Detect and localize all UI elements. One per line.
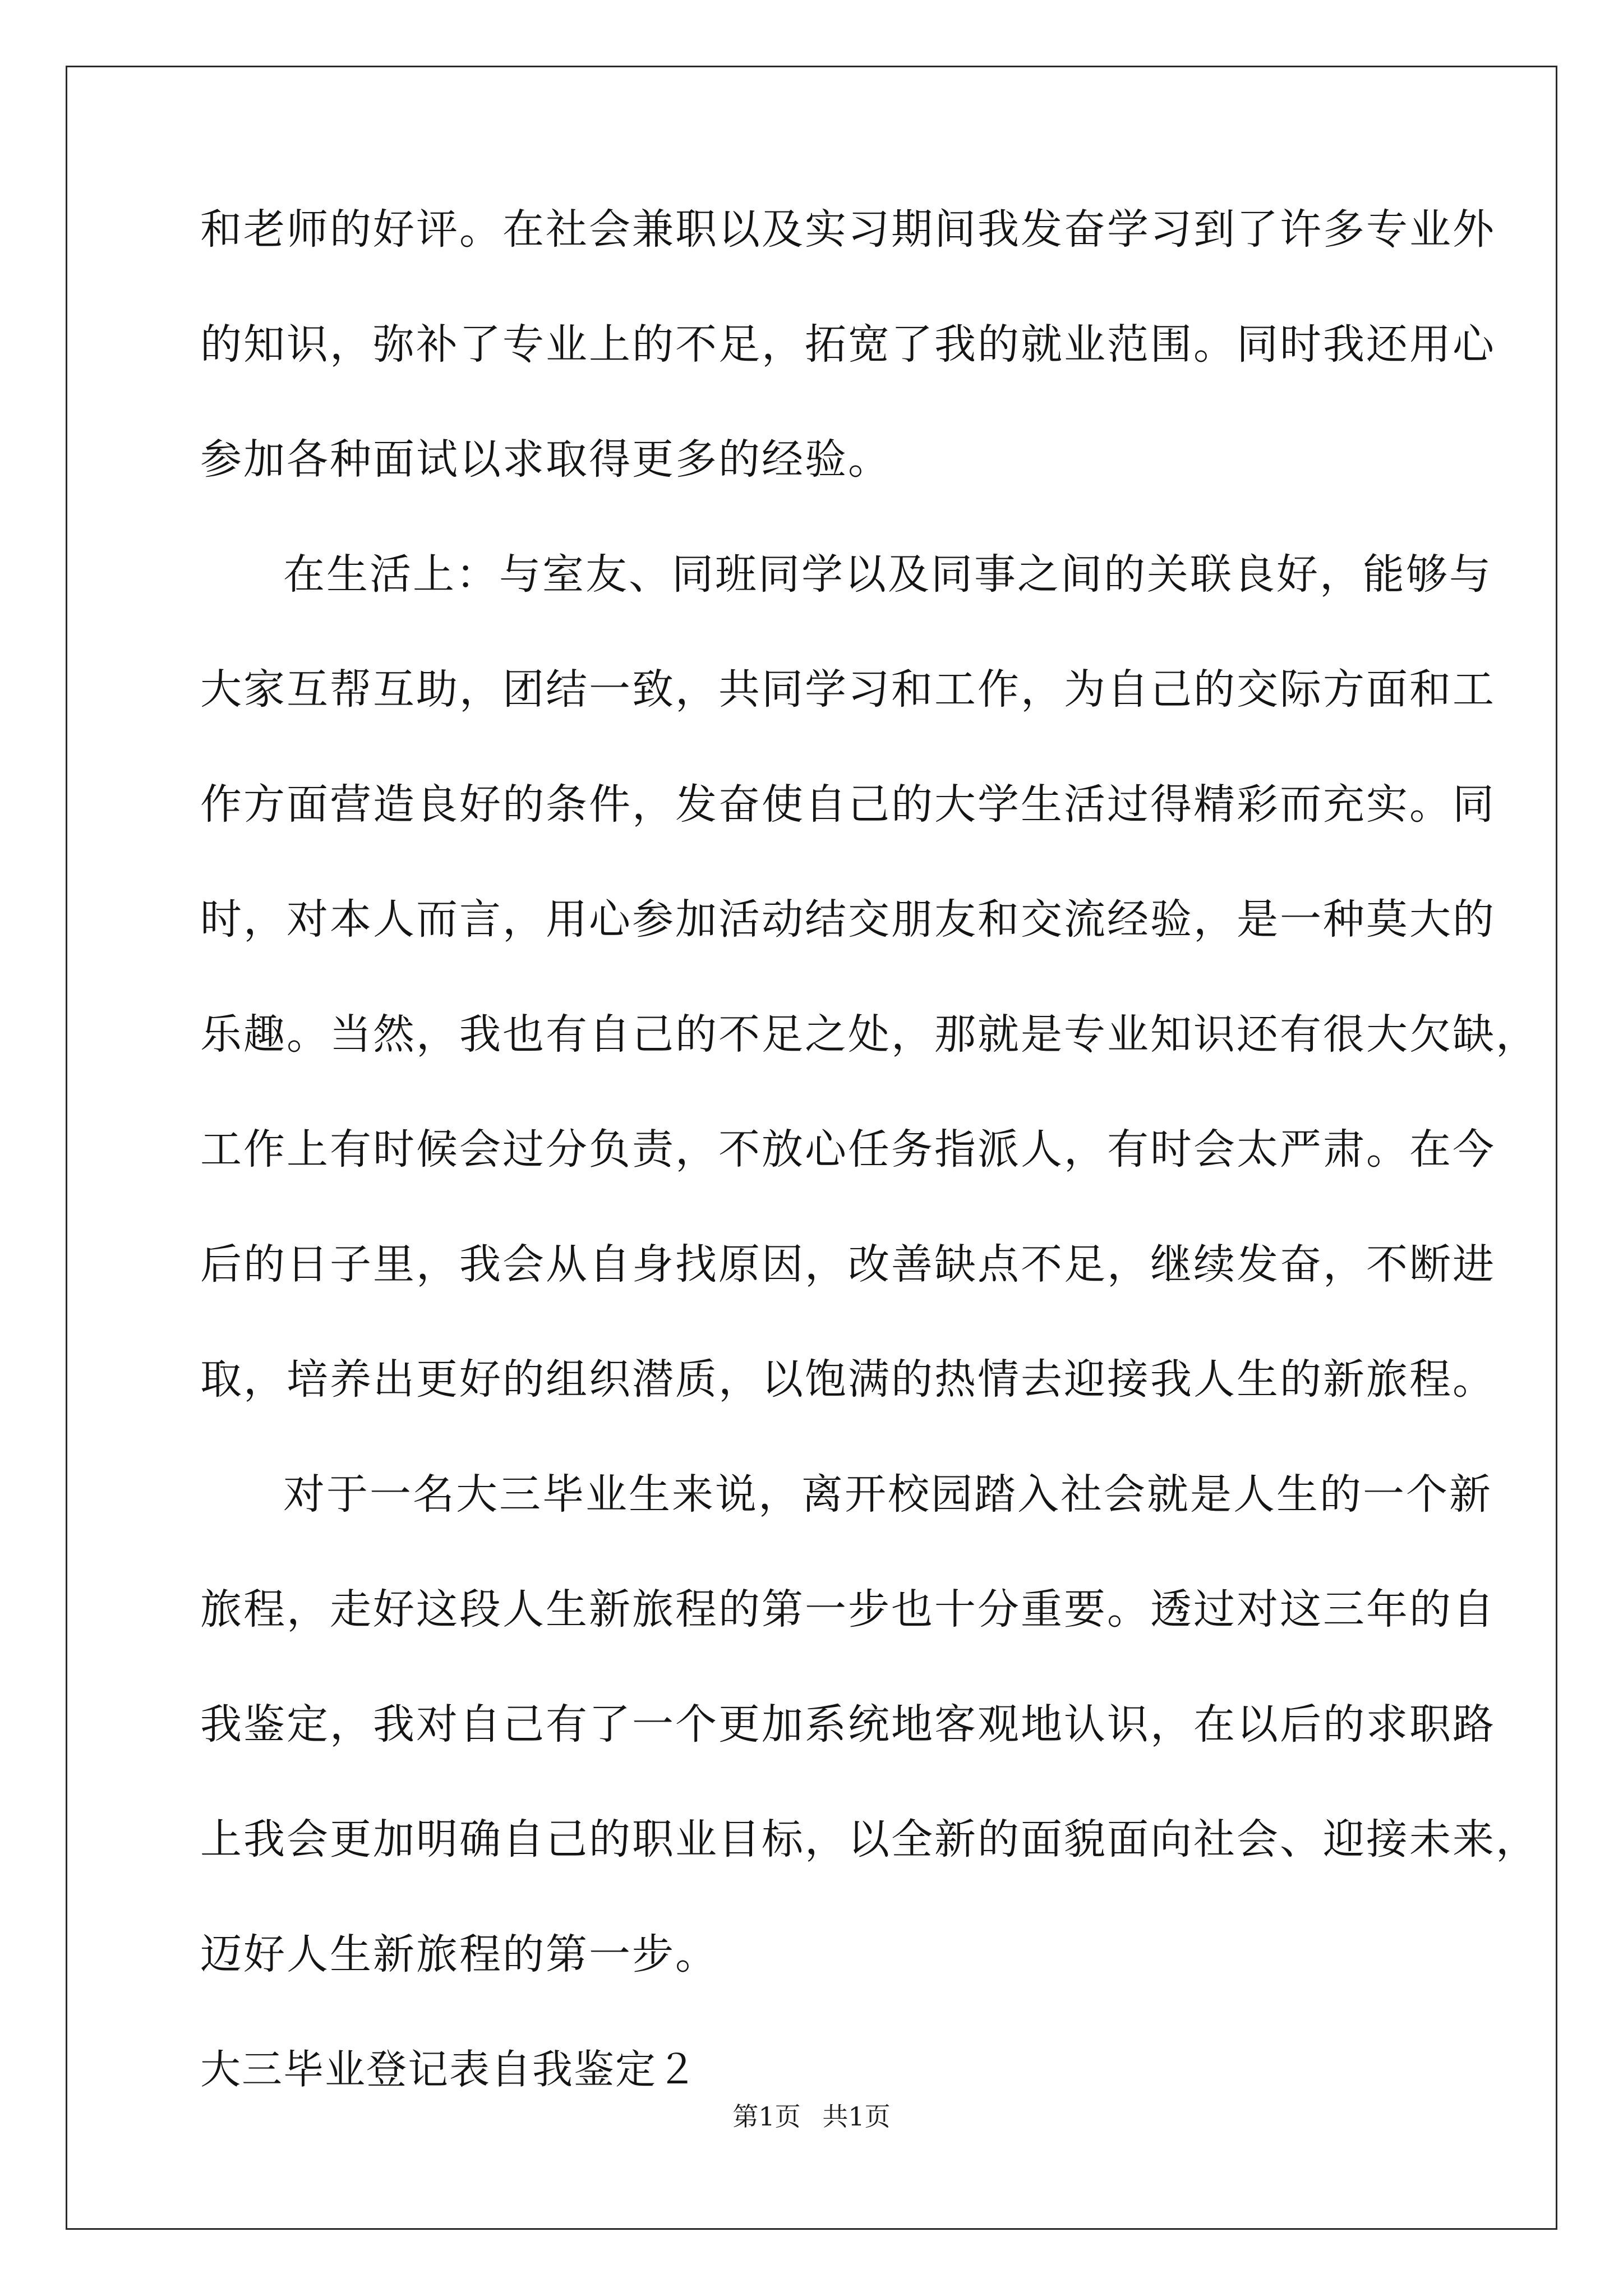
text-line: 旅程，走好这段人生新旅程的第一步也十分重要。透过对这三年的自	[200, 1585, 1496, 1634]
page-number-current: 第1页	[732, 2101, 801, 2132]
text-line: 上我会更加明确自己的职业目标，以全新的面貌面向社会、迎接未来，	[200, 1815, 1539, 1864]
text-line: 的知识，弥补了专业上的不足，拓宽了我的就业范围。同时我还用心	[200, 320, 1496, 369]
text-line: 后的日子里，我会从自身找原因，改善缺点不足，继续发奋，不断进	[200, 1240, 1496, 1289]
text-line: 取，培养出更好的组织潜质，以饱满的热情去迎接我人生的新旅程。	[200, 1355, 1496, 1404]
text-line: 作方面营造良好的条件，发奋使自己的大学生活过得精彩而充实。同	[200, 780, 1496, 829]
text-line: 我鉴定，我对自己有了一个更加系统地客观地认识，在以后的求职路	[200, 1700, 1496, 1749]
text-line: 大家互帮互助，团结一致，共同学习和工作，为自己的交际方面和工	[200, 665, 1496, 714]
text-line: 迈好人生新旅程的第一步。	[200, 1930, 718, 1978]
paragraph-start-line: 对于一名大三毕业生来说，离开校园踏入社会就是人生的一个新	[283, 1470, 1492, 1519]
text-line: 时，对本人而言，用心参加活动结交朋友和交流经验，是一种莫大的	[200, 895, 1496, 944]
text-line: 和老师的好评。在社会兼职以及实习期间我发奋学习到了许多专业外	[200, 205, 1496, 254]
page-footer	[0, 2102, 1623, 2131]
document-body	[200, 205, 1539, 2164]
page-number-total: 共1页	[822, 2101, 891, 2132]
text-line: 工作上有时候会过分负责，不放心任务指派人，有时会太严肃。在今	[200, 1125, 1496, 1174]
section-heading: 大三毕业登记表自我鉴定２	[200, 2046, 699, 2093]
text-line: 乐趣。当然，我也有自己的不足之处，那就是专业知识还有很大欠缺，	[200, 1010, 1539, 1059]
text-line: 参加各种面试以求取得更多的经验。	[200, 435, 891, 484]
paragraph-start-line: 在生活上：与室友、同班同学以及同事之间的关联良好，能够与	[283, 550, 1492, 599]
